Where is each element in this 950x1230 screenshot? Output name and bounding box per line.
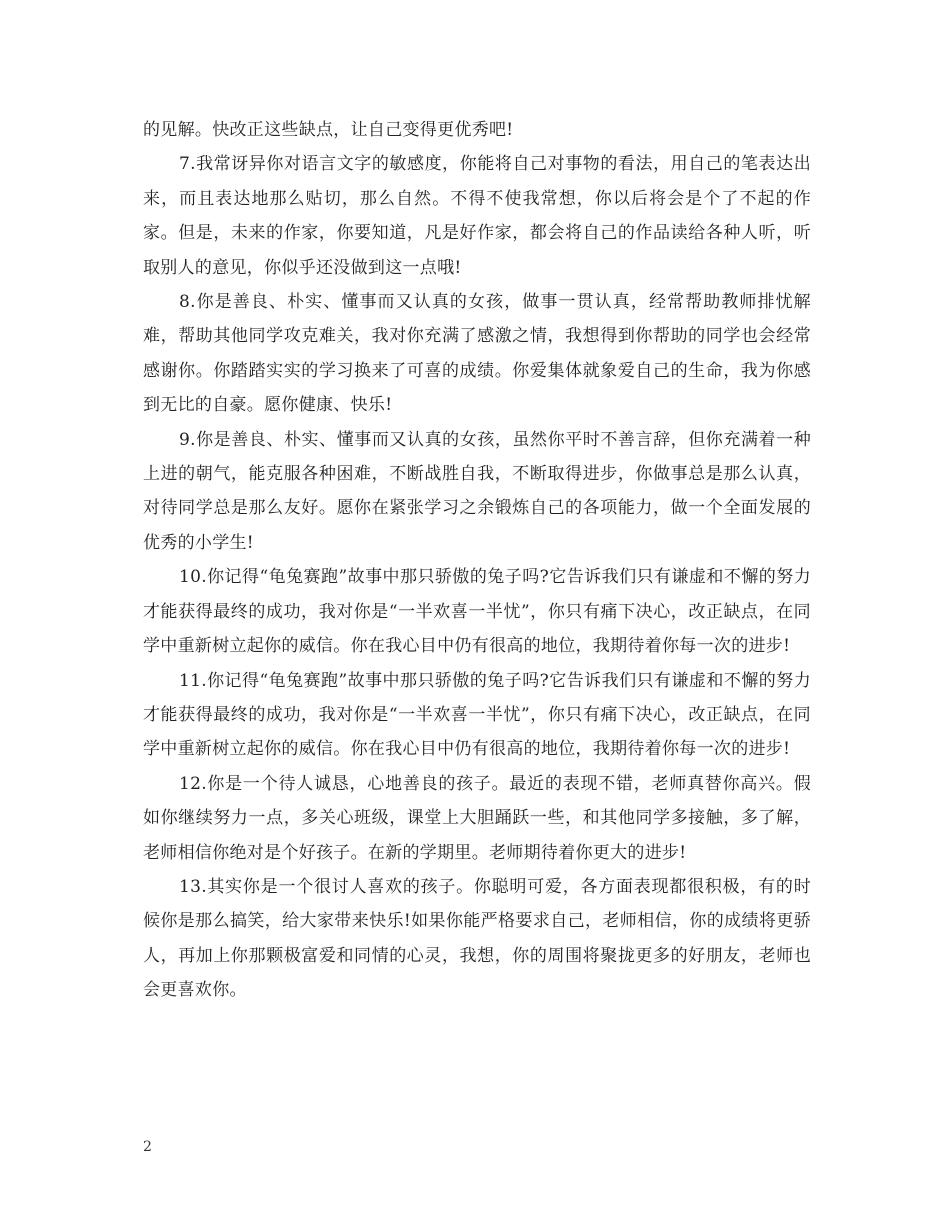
page-number: 2 xyxy=(143,1139,152,1155)
paragraph-9: 9.你是善良、朴实、懂事而又认真的女孩，虽然你平时不善言辞，但你充满着一种上进的朝气，能克服各种困难，不断战胜自我，不断取得进步，你做事总是那么认真，对待同学总是那么友好。愿你在紧张学习之余锻炼自己的各项能力，做一个全面发展的优秀的小学生! xyxy=(143,429,811,553)
paragraph-13: 13.其实你是一个很讨人喜欢的孩子。你聪明可爱，各方面表现都很积极，有的时候你是那么搞笑，给大家带来快乐!如果你能严格要求自己，老师相信，你的成绩将更骄人，再加上你那颗极富爱和同情的心灵，我想，你的周围将聚拢更多的好朋友，老师也会更喜欢你。 xyxy=(143,876,811,1001)
paragraph-continuation: 的见解。快改正这些缺点，让自己变得更优秀吧! xyxy=(143,120,514,140)
paragraph-12: 12.你是一个待人诚恳，心地善良的孩子。最近的表现不错，老师真替你高兴。假如你继续努力一点，多关心班级，课堂上大胆踊跃一些，和其他同学多接触，多了解，老师相信你绝对是个好孩子。在新的学期里。老师期待着你更大的进步! xyxy=(143,773,811,863)
paragraph-8: 8.你是善良、朴实、懂事而又认真的女孩，做事一贯认真，经常帮助教师排忧解难，帮助其他同学攻克难关，我对你充满了感激之情，我想得到你帮助的同学也会经常感谢你。你踏踏实实的学习换来了可喜的成绩。你爱集体就象爱自己的生命，我为你感到无比的自豪。愿你健康、快乐! xyxy=(143,292,811,416)
paragraph-11: 11.你记得“龟兔赛跑”故事中那只骄傲的兔子吗?它告诉我们只有谦虚和不懈的努力才能获得最终的成功，我对你是“一半欢喜一半忧”，你只有痛下决心，改正缺点，在同学中重新树立起你的威信。你在我心目中仍有很高的地位，我期待着你每一次的进步! xyxy=(143,670,811,760)
paragraph-10: 10.你记得“龟兔赛跑”故事中那只骄傲的兔子吗?它告诉我们只有谦虚和不懈的努力才能获得最终的成功，我对你是“一半欢喜一半忧”，你只有痛下决心，改正缺点，在同学中重新树立起你的威信。你在我心目中仍有很高的地位，我期待着你每一次的进步! xyxy=(143,567,811,657)
paragraph-7: 7.我常讶异你对语言文字的敏感度，你能将自己对事物的看法，用自己的笔表达出来，而且表达地那么贴切，那么自然。不得不使我常想，你以后将会是个了不起的作家。但是，未来的作家，你要知道，凡是好作家，都会将自己的作品读给各种人听，听取别人的意见，你似乎还没做到这一点哦! xyxy=(143,154,811,278)
document-body xyxy=(143,113,811,1008)
